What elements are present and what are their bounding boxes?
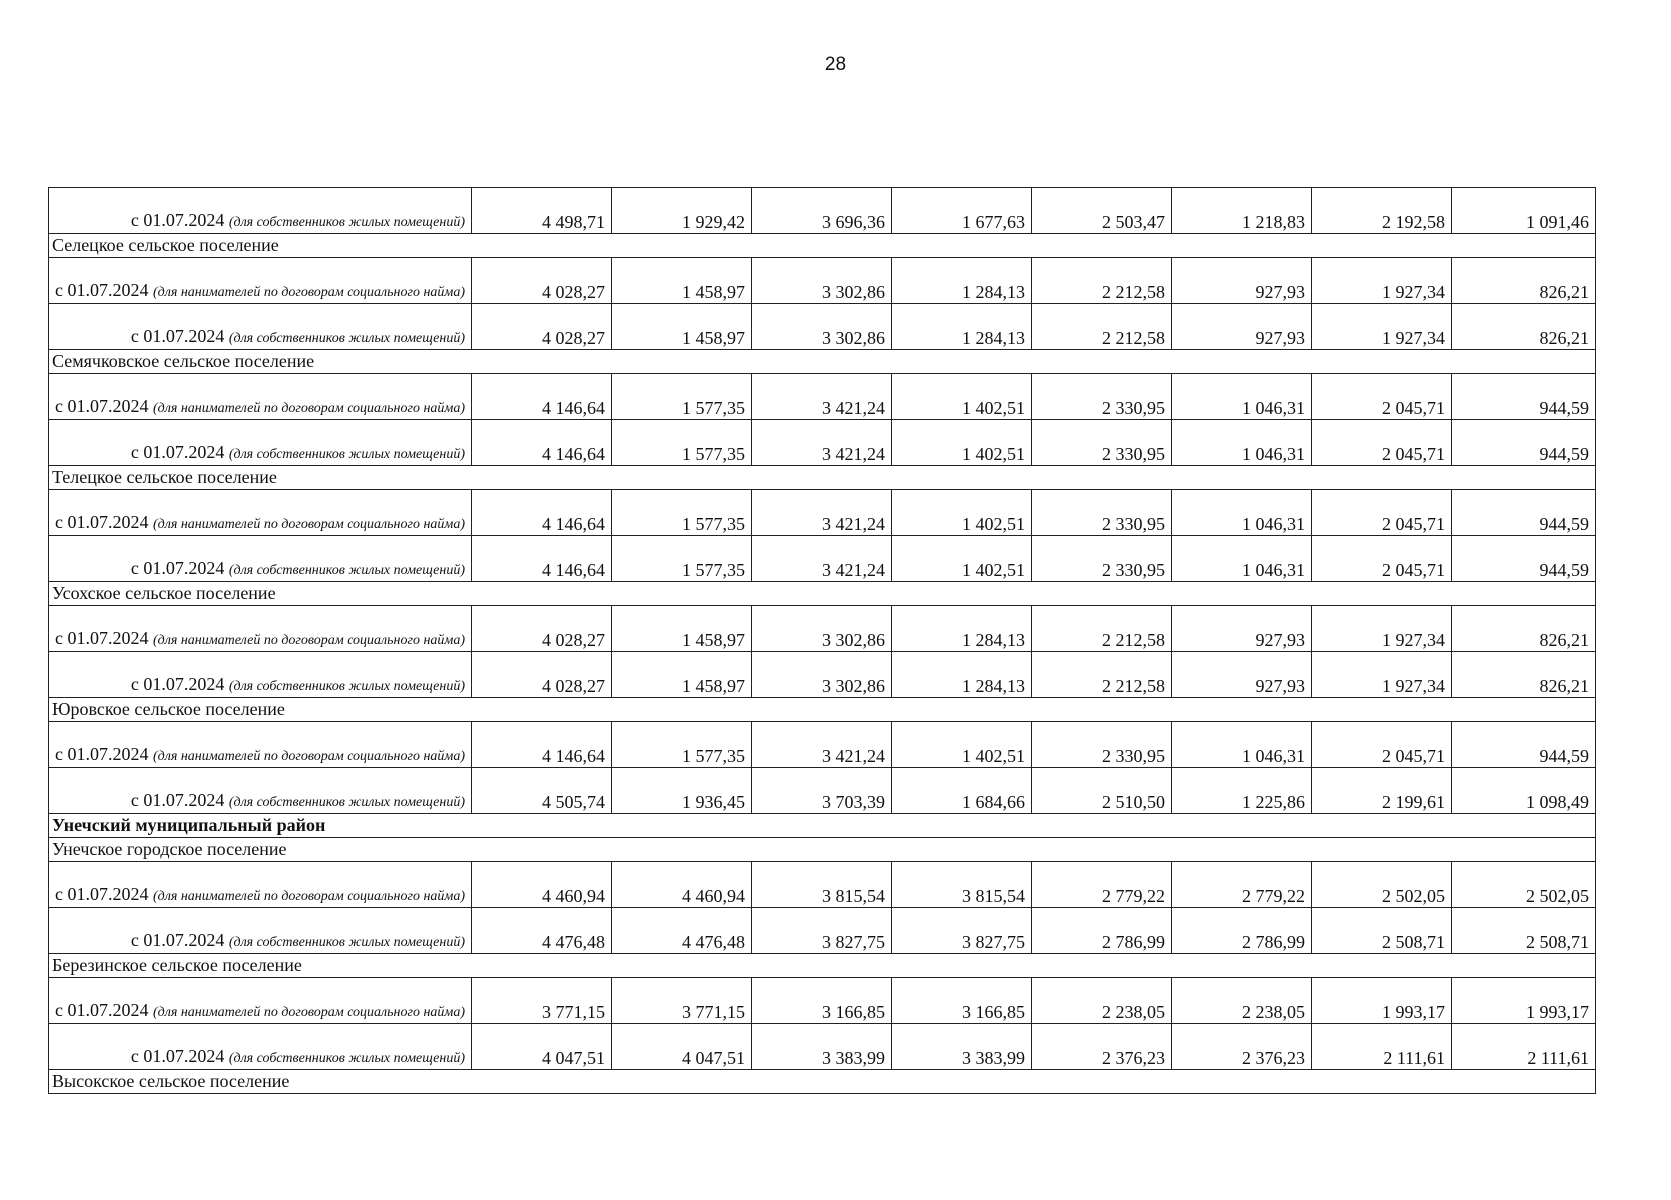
- tariff-value-cell: 826,21: [1452, 652, 1596, 698]
- tariff-value-cell: 1 684,66: [892, 768, 1032, 814]
- tariff-value-cell: 927,93: [1172, 258, 1312, 304]
- effective-date: с 01.07.2024: [55, 396, 149, 416]
- tariff-value-cell: 2 238,05: [1172, 978, 1312, 1024]
- settlement-row: [49, 350, 1596, 374]
- tariff-value-cell: 2 330,95: [1032, 374, 1172, 420]
- tariff-value-cell: 2 330,95: [1032, 722, 1172, 768]
- consumer-category-note: (для нанимателей по договорам социального найма): [153, 889, 465, 904]
- tariff-value-cell: 1 993,17: [1312, 978, 1452, 1024]
- tariff-value-cell: 1 577,35: [612, 490, 752, 536]
- effective-date: с 01.07.2024: [130, 558, 225, 578]
- tariff-value-cell: 2 376,23: [1172, 1024, 1312, 1070]
- tariff-value-cell: 1 677,63: [892, 188, 1032, 234]
- tariff-value-cell: 4 146,64: [472, 490, 612, 536]
- tariff-value-cell: 2 330,95: [1032, 420, 1172, 466]
- tariff-value-cell: 2 199,61: [1312, 768, 1452, 814]
- tariff-value-cell: 3 815,54: [752, 862, 892, 908]
- tariff-value-cell: 3 421,24: [752, 374, 892, 420]
- effective-date: с 01.07.2024: [130, 442, 225, 462]
- tariff-value-cell: 1 046,31: [1172, 536, 1312, 582]
- tariff-value-cell: 3 696,36: [752, 188, 892, 234]
- tariff-value-cell: 2 508,71: [1312, 908, 1452, 954]
- tariff-value-cell: 2 779,22: [1032, 862, 1172, 908]
- tariff-value-cell: 2 212,58: [1032, 258, 1172, 304]
- settlement-name: Унечское городское поселение: [49, 838, 1596, 862]
- tariff-row: [49, 652, 1596, 698]
- tariff-value-cell: 1 218,83: [1172, 188, 1312, 234]
- tariff-value-cell: 1 284,13: [892, 258, 1032, 304]
- tariff-period-label: [49, 420, 472, 466]
- tariff-value-cell: 3 302,86: [752, 606, 892, 652]
- tariff-value-cell: 2 111,61: [1312, 1024, 1452, 1070]
- tariff-value-cell: 3 827,75: [892, 908, 1032, 954]
- tariff-value-cell: 2 045,71: [1312, 722, 1452, 768]
- tariff-period-label: [49, 258, 472, 304]
- tariff-period-label: [49, 722, 472, 768]
- tariff-value-cell: 2 503,47: [1032, 188, 1172, 234]
- tariff-value-cell: 2 212,58: [1032, 304, 1172, 350]
- tariff-value-cell: 927,93: [1172, 652, 1312, 698]
- consumer-category-note: (для нанимателей по договорам социального найма): [153, 1005, 465, 1020]
- settlement-row: [49, 838, 1596, 862]
- tariff-period-label: [49, 490, 472, 536]
- settlement-name: Юровское сельское поселение: [49, 698, 1596, 722]
- tariff-value-cell: 944,59: [1452, 420, 1596, 466]
- tariff-table-body: [49, 188, 1596, 1094]
- consumer-category-note: (для собственников жилых помещений): [228, 935, 465, 950]
- tariff-value-cell: 1 927,34: [1312, 258, 1452, 304]
- tariff-row: [49, 768, 1596, 814]
- tariff-value-cell: 3 703,39: [752, 768, 892, 814]
- tariff-value-cell: 927,93: [1172, 606, 1312, 652]
- tariff-value-cell: 3 421,24: [752, 722, 892, 768]
- settlement-name: Селецкое сельское поселение: [49, 234, 1596, 258]
- effective-date: с 01.07.2024: [130, 674, 225, 694]
- tariff-value-cell: 4 146,64: [472, 374, 612, 420]
- consumer-category-note: (для нанимателей по договорам социального найма): [153, 633, 465, 648]
- tariff-value-cell: 2 508,71: [1452, 908, 1596, 954]
- tariff-value-cell: 1 046,31: [1172, 722, 1312, 768]
- tariff-value-cell: 1 927,34: [1312, 652, 1452, 698]
- effective-date: с 01.07.2024: [130, 930, 225, 950]
- tariff-value-cell: 1 936,45: [612, 768, 752, 814]
- consumer-category-note: (для собственников жилых помещений): [228, 331, 465, 346]
- page-number: 28: [824, 54, 847, 75]
- settlement-row: [49, 954, 1596, 978]
- tariff-value-cell: 2 212,58: [1032, 652, 1172, 698]
- tariff-value-cell: 4 028,27: [472, 258, 612, 304]
- tariff-value-cell: 4 146,64: [472, 722, 612, 768]
- tariff-value-cell: 927,93: [1172, 304, 1312, 350]
- tariff-value-cell: 2 330,95: [1032, 490, 1172, 536]
- tariff-value-cell: 3 827,75: [752, 908, 892, 954]
- tariff-period-label: [49, 652, 472, 698]
- tariff-value-cell: 4 460,94: [472, 862, 612, 908]
- settlement-row: [49, 698, 1596, 722]
- tariff-value-cell: 4 505,74: [472, 768, 612, 814]
- tariff-value-cell: 1 284,13: [892, 304, 1032, 350]
- tariff-value-cell: 3 421,24: [752, 490, 892, 536]
- tariff-value-cell: 3 302,86: [752, 258, 892, 304]
- tariff-value-cell: 4 146,64: [472, 536, 612, 582]
- tariff-row: [49, 606, 1596, 652]
- tariff-value-cell: 1 402,51: [892, 722, 1032, 768]
- tariff-value-cell: 1 458,97: [612, 606, 752, 652]
- tariff-row: [49, 258, 1596, 304]
- tariff-row: [49, 1024, 1596, 1070]
- consumer-category-note: (для нанимателей по договорам социального найма): [153, 285, 465, 300]
- tariff-value-cell: 3 421,24: [752, 420, 892, 466]
- tariff-value-cell: 1 577,35: [612, 420, 752, 466]
- tariff-value-cell: 4 047,51: [472, 1024, 612, 1070]
- effective-date: с 01.07.2024: [55, 280, 149, 300]
- consumer-category-note: (для нанимателей по договорам социального найма): [153, 749, 465, 764]
- tariff-value-cell: 1 091,46: [1452, 188, 1596, 234]
- settlement-name: Семячковское сельское поселение: [49, 350, 1596, 374]
- effective-date: с 01.07.2024: [130, 1046, 225, 1066]
- effective-date: с 01.07.2024: [130, 790, 225, 810]
- district-row: [49, 814, 1596, 838]
- effective-date: с 01.07.2024: [55, 512, 149, 532]
- tariff-row: [49, 188, 1596, 234]
- tariff-value-cell: 2 376,23: [1032, 1024, 1172, 1070]
- settlement-row: [49, 582, 1596, 606]
- tariff-row: [49, 490, 1596, 536]
- consumer-category-note: (для собственников жилых помещений): [228, 563, 465, 578]
- tariff-value-cell: 1 046,31: [1172, 420, 1312, 466]
- tariff-period-label: [49, 908, 472, 954]
- tariff-value-cell: 1 402,51: [892, 374, 1032, 420]
- tariff-value-cell: 4 146,64: [472, 420, 612, 466]
- settlement-name: Усохское сельское поселение: [49, 582, 1596, 606]
- tariff-value-cell: 3 383,99: [892, 1024, 1032, 1070]
- tariff-value-cell: 2 779,22: [1172, 862, 1312, 908]
- tariff-row: [49, 978, 1596, 1024]
- tariff-value-cell: 4 476,48: [612, 908, 752, 954]
- consumer-category-note: (для собственников жилых помещений): [228, 679, 465, 694]
- tariff-period-label: [49, 606, 472, 652]
- tariff-value-cell: 2 786,99: [1172, 908, 1312, 954]
- effective-date: с 01.07.2024: [55, 1000, 149, 1020]
- settlement-name: Высокское сельское поселение: [49, 1070, 1596, 1094]
- tariff-value-cell: 3 302,86: [752, 304, 892, 350]
- tariff-value-cell: 4 028,27: [472, 304, 612, 350]
- tariff-period-label: [49, 1024, 472, 1070]
- tariff-row: [49, 374, 1596, 420]
- consumer-category-note: (для собственников жилых помещений): [228, 447, 465, 462]
- effective-date: с 01.07.2024: [55, 628, 149, 648]
- consumer-category-note: (для собственников жилых помещений): [228, 795, 465, 810]
- tariff-value-cell: 1 046,31: [1172, 490, 1312, 536]
- effective-date: с 01.07.2024: [55, 744, 149, 764]
- tariff-period-label: [49, 374, 472, 420]
- tariff-value-cell: 1 927,34: [1312, 304, 1452, 350]
- tariff-value-cell: 1 402,51: [892, 420, 1032, 466]
- effective-date: с 01.07.2024: [130, 326, 225, 346]
- tariff-value-cell: 2 111,61: [1452, 1024, 1596, 1070]
- tariff-value-cell: 1 458,97: [612, 258, 752, 304]
- settlement-name: Телецкое сельское поселение: [49, 466, 1596, 490]
- tariff-period-label: [49, 862, 472, 908]
- tariff-value-cell: 2 045,71: [1312, 536, 1452, 582]
- tariff-value-cell: 826,21: [1452, 258, 1596, 304]
- tariff-value-cell: 3 302,86: [752, 652, 892, 698]
- tariff-value-cell: 3 771,15: [612, 978, 752, 1024]
- tariff-value-cell: 2 786,99: [1032, 908, 1172, 954]
- tariff-value-cell: 1 402,51: [892, 536, 1032, 582]
- tariff-value-cell: 1 046,31: [1172, 374, 1312, 420]
- district-name: Унечский муниципальный район: [49, 814, 1596, 838]
- tariff-value-cell: 826,21: [1452, 606, 1596, 652]
- tariff-value-cell: 2 330,95: [1032, 536, 1172, 582]
- tariff-value-cell: 2 192,58: [1312, 188, 1452, 234]
- tariff-value-cell: 2 045,71: [1312, 420, 1452, 466]
- tariff-period-label: [49, 188, 472, 234]
- tariff-value-cell: 2 502,05: [1312, 862, 1452, 908]
- tariff-value-cell: 3 421,24: [752, 536, 892, 582]
- tariff-value-cell: 4 476,48: [472, 908, 612, 954]
- tariff-value-cell: 944,59: [1452, 490, 1596, 536]
- tariff-period-label: [49, 978, 472, 1024]
- tariff-value-cell: 2 510,50: [1032, 768, 1172, 814]
- consumer-category-note: (для нанимателей по договорам социального найма): [153, 517, 465, 532]
- tariff-value-cell: 3 166,85: [752, 978, 892, 1024]
- tariff-value-cell: 1 577,35: [612, 536, 752, 582]
- tariff-row: [49, 862, 1596, 908]
- settlement-row: [49, 466, 1596, 490]
- tariff-period-label: [49, 536, 472, 582]
- tariff-period-label: [49, 768, 472, 814]
- consumer-category-note: (для собственников жилых помещений): [228, 1051, 465, 1066]
- tariff-value-cell: 1 284,13: [892, 606, 1032, 652]
- tariff-value-cell: 4 047,51: [612, 1024, 752, 1070]
- tariff-row: [49, 908, 1596, 954]
- tariff-value-cell: 1 577,35: [612, 374, 752, 420]
- tariff-value-cell: 1 993,17: [1452, 978, 1596, 1024]
- tariff-row: [49, 304, 1596, 350]
- tariff-value-cell: 944,59: [1452, 722, 1596, 768]
- tariff-value-cell: 1 225,86: [1172, 768, 1312, 814]
- tariff-value-cell: 1 458,97: [612, 304, 752, 350]
- tariff-row: [49, 722, 1596, 768]
- tariff-value-cell: 1 577,35: [612, 722, 752, 768]
- tariff-value-cell: 1 458,97: [612, 652, 752, 698]
- tariff-value-cell: 3 166,85: [892, 978, 1032, 1024]
- consumer-category-note: (для нанимателей по договорам социального найма): [153, 401, 465, 416]
- tariff-value-cell: 1 098,49: [1452, 768, 1596, 814]
- tariff-value-cell: 3 815,54: [892, 862, 1032, 908]
- consumer-category-note: (для собственников жилых помещений): [228, 215, 465, 230]
- tariff-table: [48, 187, 1596, 1094]
- settlement-row: [49, 234, 1596, 258]
- tariff-value-cell: 3 771,15: [472, 978, 612, 1024]
- tariff-value-cell: 4 028,27: [472, 606, 612, 652]
- tariff-value-cell: 2 502,05: [1452, 862, 1596, 908]
- tariff-value-cell: 2 212,58: [1032, 606, 1172, 652]
- tariff-value-cell: 1 929,42: [612, 188, 752, 234]
- tariff-value-cell: 1 402,51: [892, 490, 1032, 536]
- settlement-row: [49, 1070, 1596, 1094]
- tariff-value-cell: 2 238,05: [1032, 978, 1172, 1024]
- tariff-value-cell: 4 460,94: [612, 862, 752, 908]
- effective-date: с 01.07.2024: [55, 884, 149, 904]
- tariff-value-cell: 2 045,71: [1312, 374, 1452, 420]
- tariff-value-cell: 1 927,34: [1312, 606, 1452, 652]
- tariff-value-cell: 4 028,27: [472, 652, 612, 698]
- tariff-row: [49, 536, 1596, 582]
- tariff-value-cell: 826,21: [1452, 304, 1596, 350]
- effective-date: с 01.07.2024: [130, 210, 225, 230]
- tariff-value-cell: 2 045,71: [1312, 490, 1452, 536]
- tariff-value-cell: 4 498,71: [472, 188, 612, 234]
- tariff-row: [49, 420, 1596, 466]
- tariff-value-cell: 944,59: [1452, 374, 1596, 420]
- tariff-value-cell: 1 284,13: [892, 652, 1032, 698]
- tariff-period-label: [49, 304, 472, 350]
- tariff-value-cell: 3 383,99: [752, 1024, 892, 1070]
- tariff-value-cell: 944,59: [1452, 536, 1596, 582]
- settlement-name: Березинское сельское поселение: [49, 954, 1596, 978]
